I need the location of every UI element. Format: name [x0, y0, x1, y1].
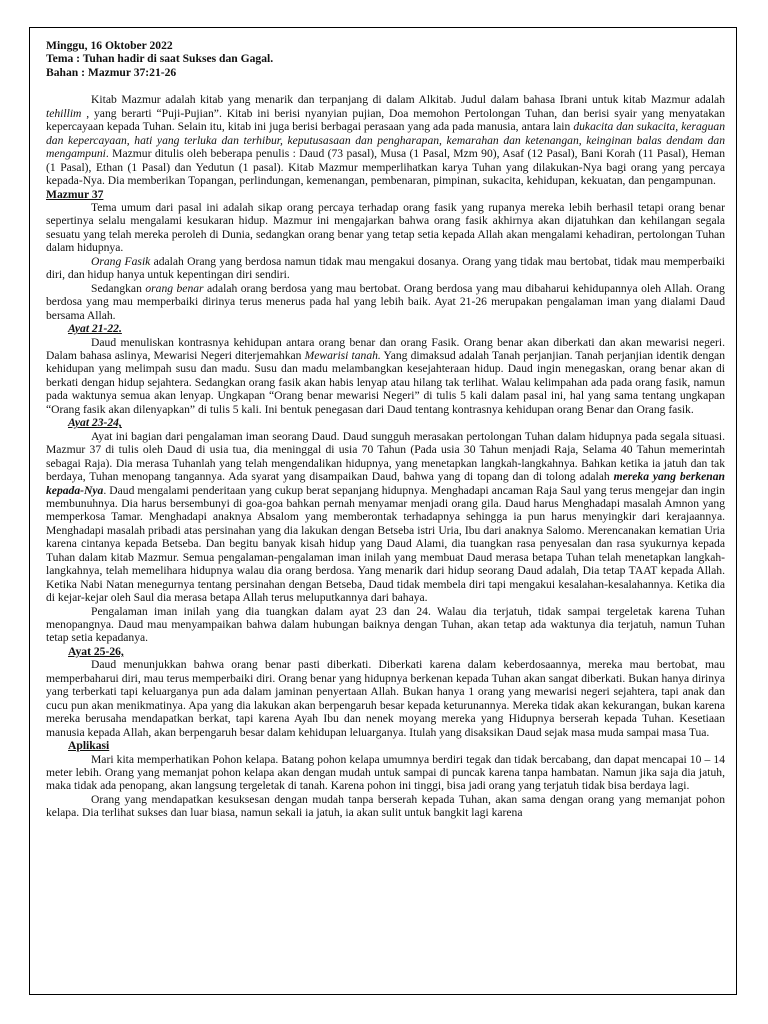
header-tema: Tema : Tuhan hadir di saat Sukses dan Gagal. — [46, 52, 274, 66]
heading-ayat-23-24: Ayat 23-24, — [68, 416, 122, 430]
ayat23-paragraph-2: Pengalaman iman inilah yang dia tuangkan dalam ayat 23 dan 24. Walau dia terjatuh, tidak sampai tergeletak karena Tuhan menopangnya. Daud mau menyampaikan bahwa dalam hubungan baiknya dengan Tuhan, akan tetap ada waktunya dia terjatuh, namun Tuhan tetap setia kepadanya. — [46, 604, 725, 645]
document-body — [46, 39, 725, 820]
mazmur37-paragraph-2 — [46, 255, 725, 282]
intro-text-3: . Mazmur ditulis oleh beberapa penulis : Daud (73 pasal), Musa (1 Pasal, Mzm 90), Asaf (12 Pasal), Bani Korah (11 Pasal), Heman (1 Pasal), Ethan (1 Pasal) dan Yedutun (1 pasal). Kitab Mazmur memperlihatkan karya Tuhan yang dilakukan-Nya bagi orang yang percaya kepada-Nya. Dia memberikan Topangan, perlindungan, kemenangan, pembenaran, pimpinan, sukacita, kehidupan, kekuatan, dan pengampunan. — [46, 147, 725, 188]
heading-ayat-21-22: Ayat 21-22. — [68, 322, 122, 336]
mazmur37-paragraph-1: Tema umum dari pasal ini adalah sikap orang percaya terhadap orang fasik yang rupanya mereka lebih berhasil tetapi orang benar sepertinya selalu mengalami kesukaran hidup. Mazmur ini mengajarkan bahwa orang fasik akhirnya akan dijatuhkan dan kehilangan segala sesuatu yang telah mereka peroleh di Dunia, sedangkan orang benar yang tetap setia kepada Allah akan mengalami kehadiran, pertolongan Tuhan dalam hidupnya. — [46, 200, 725, 255]
header-spacer — [46, 79, 725, 93]
mazmur37-p2-text: adalah Orang yang berdosa namun tidak mau mengakui dosanya. Orang yang tidak mau bertobat, tidak mau memperbaiki diri, dan hidup hanya untuk kepentingan diri sendiri. — [46, 254, 725, 282]
ayat23-text-2: . Daud mengalami penderitaan yang cukup berat sepanjang hidupnya. Menghadapi ancaman Raja Saul yang terus mengejar dan ingin membunuhnya. Dia harus bersembunyi di goa-goa bahkan pernah menyamar menjadi orang gila. Daud harus Menghadapi masalah Amnon yang memperkosa Tamar. Menghadapi anaknya Absalom yang memberontak terhadapnya sehingga ia pun harus menyingkir dari kerajaannya. Menghadapi masalah pribadi atas persinahan yang dia lakukan dengan Betseba istri Uria, Ibu dari anaknya Salomo. Merencanakan kematian Uria karena cintanya kepada Betseba. Dan begitu banyak kisah hidup yang Daud Alami, dia tuangkan rasa penyesalan dan rasa syukurnya kepada Tuhan dalam kitab Mazmur. Semua pengalaman-pengalaman iman inilah yang membuat Daud merasa betapa Tuhan telah menetapkan langkah-langkahnya, telah memelihara hidupnya walau dia orang berdosa. Yang menarik dari hidup seorang Daud adalah, Dia tetap TAAT kepada Allah. Ketika Nabi Natan menegurnya tentang persinahan dengan Betseba, Daud tidak membela diri tapi mengakui kesalahan-kesalahannya. Ketika dia di kejar-kejar oleh Saul dia merasa betapa Allah terus meluputkannya dari bahaya. — [46, 483, 725, 605]
intro-paragraph — [46, 93, 725, 187]
ayat25-paragraph: Daud menunjukkan bahwa orang benar pasti diberkati. Diberkati karena dalam keberdosaannya, mereka mau bertobat, mau memperbaharui diri, mau terus memperbaiki diri. Orang benar yang hidupnya berkenan kepada Tuhan akan sangat diberkati. Bukan hanya dirinya yang terberkati tapi keluarganya pun ada dalam jaminan penyertaan Allah. Bukan hanya 1 orang yang mewarisi negeri sejahtera, tapi anak dan cucu pun akan menikmatinya. Apa yang dia lakukan akan berpengaruh besar kepada keturunannya. Mereka tidak akan kekurangan, bukan karena mereka berusaha mendapatkan berkat, tapi karena Ayah Ibu dan nenek moyang mereka yang Hidupnya berserah kepada Tuhan. Kesetiaan manusia kepada Allah, akan berpengaruh besar dalam kehidupan leluarganya. Itulah yang disaksikan Daud sejak masa muda sampai masa Tua. — [46, 658, 725, 739]
ayat23-text-1: Ayat ini bagian dari pengalaman iman seorang Daud. Daud sungguh merasakan pertolongan Tuhan dalam hidupnya pada segala situasi. Mazmur 37 di tulis oleh Daud di usia tua, dia meninggal di usia 70 Tahun (Pada usia 30 Tahun menjadi Raja, Selama 40 Tahun memerintah sebagai Raja). Dia merasa Tuhanlah yang telah mengendalikan hidupnya, yang menetapkan langkah-langkahnya. Bahkan ketika ia jatuh dan tak berdaya, Tuhan menopang tangannya. Ada syarat yang disampaikan Daud, bahwa yang di topang dan di tolong adalah — [46, 429, 725, 484]
page-frame — [29, 27, 737, 995]
term-orang-benar: orang benar — [145, 281, 204, 295]
term-orang-fasik: Orang Fasik — [91, 254, 151, 268]
header-bahan: Bahan : Mazmur 37:21-26 — [46, 65, 177, 79]
mazmur37-p3-text-1: Sedangkan — [91, 281, 146, 295]
ayat21-mewarisi-tanah: Mewarisi tanah. — [304, 348, 381, 362]
ayat21-text-2: Yang dimaksud adalah Tanah perjanjian. Tanah perjanjian identik dengan kehidupan yang melimpah susu dan madu. Susu dan madu melambangkan kesejahteraan hidup. Daud ingin menegaskan, orang benar akan di berkati dengan hidup sejahtera. Sedangkan orang fasik akan habis lenyap atau hilang tak terlihat. Walau kelimpahan ada pada orang fasik, namun pada waktunya semua akan lenyap. Ungkapan “Orang benar mewarisi Negeri” di tulis 5 kali dalam pasal ini, hal yang sama tentang ungkapan “Orang fasik akan dilenyapkan” di tulis 5 kali. Ini bentuk penegasan dari Daud tentang kontrasnya kehidupan orang Benar dan Orang fasik. — [46, 348, 725, 416]
heading-mazmur-37: Mazmur 37 — [46, 187, 104, 201]
header-date: Minggu, 16 Oktober 2022 — [46, 39, 173, 52]
mazmur37-paragraph-3 — [46, 282, 725, 322]
ayat23-emphasis: mereka yang berkenan kepada-Nya — [46, 470, 725, 497]
heading-ayat-25-26: Ayat 25-26, — [68, 644, 124, 658]
aplikasi-paragraph-1: Mari kita memperhatikan Pohon kelapa. Batang pohon kelapa umumnya berdiri tegak dan tidak bercabang, dan dapat mencapai 10 – 14 meter lebih. Orang yang memanjat pohon kelapa akan dengan mudah untuk sampai di puncak karena tanpa hambatan. Namun jika saja dia jatuh, maka tidak ada penopang, akan langsung tergeletak di tanah. Karena pohon ini tinggi, bisa jadi orang yang terjatuh tidak bisa berdaya lagi. — [46, 752, 725, 793]
aplikasi-paragraph-2: Orang yang mendapatkan kesuksesan dengan mudah tanpa berserah kepada Tuhan, akan sama dengan orang yang memanjat pohon kelapa. Dia terlihat sukses dan luar biasa, namun sekali ia jatuh, ia akan sulit untuk bangkit lagi karena — [46, 792, 725, 820]
ayat21-paragraph — [46, 336, 725, 417]
ayat23-paragraph-1 — [46, 430, 725, 605]
ayat21-text-1: Daud menuliskan kontrasnya kehidupan antara orang benar dan orang Fasik. Orang benar akan diberkati dan akan mewarisi negeri. Dalam bahasa aslinya, Mewarisi Negeri diterjemahkan — [46, 335, 725, 362]
intro-text-2: , yang berarti “Puji-Pujian”. Kitab ini berisi nyanyian pujian, Doa memohon Pertolongan Tuhan, dan berisi syair yang menyatakan kepercayaan kepada Tuhan. Selain itu, kitab ini juga berisi berbagai perasaan yang ada pada manusia, antara lain — [46, 106, 725, 134]
intro-feelings: dukacita dan sukacita, keraguan dan kepercayaan, hati yang terluka dan terhibur, keputusasaan dan pengharapan, kemarahan dan ketenangan, keinginan balas dendam dan mengampuni — [46, 120, 725, 161]
intro-text-1: Kitab Mazmur adalah kitab yang menarik dan terpanjang di dalam Alkitab. Judul dalam bahasa Ibrani untuk kitab Mazmur adalah — [91, 93, 725, 107]
intro-tehillim: tehillim — [46, 106, 82, 120]
mazmur37-p3-text-2: adalah orang berdosa yang mau bertobat. Orang berdosa yang mau dibaharui kehidupannya oleh Allah. Orang berdosa yang mau memperbaiki dirinya terus menerus pada hal yang lebih baik. Ayat 21-26 merupakan pengalaman iman yang dialami Daud bersama Allah. — [46, 281, 725, 322]
heading-aplikasi: Aplikasi — [68, 739, 110, 753]
